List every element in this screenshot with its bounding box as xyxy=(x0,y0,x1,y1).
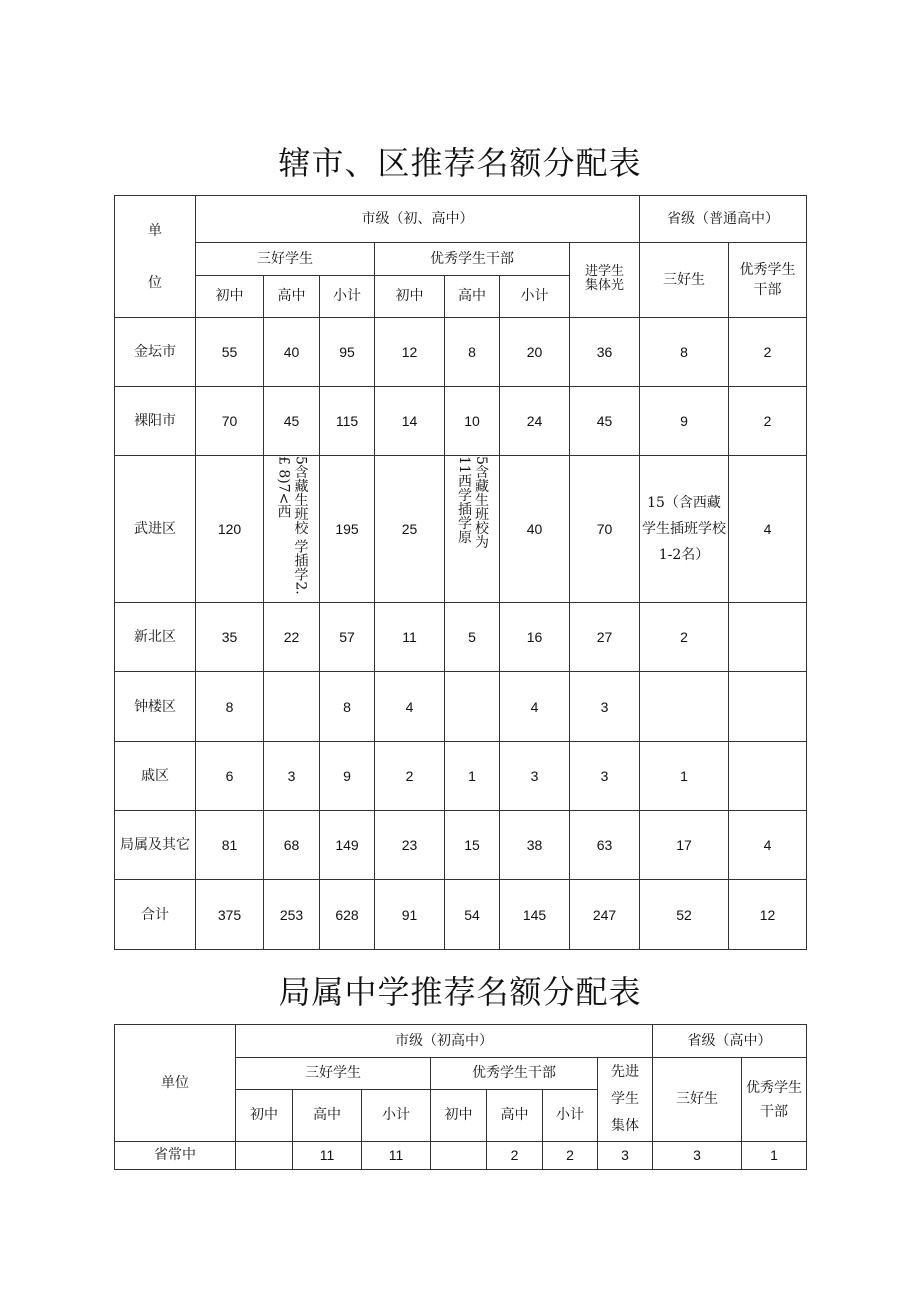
senior-header: 高中 xyxy=(293,1090,362,1142)
value-cell: 95 xyxy=(320,318,375,387)
senior-header: 高中 xyxy=(487,1090,543,1142)
value-cell: 8 xyxy=(640,318,729,387)
province-level-header: 省级（高中） xyxy=(653,1025,807,1058)
subtotal-header: 小计 xyxy=(500,276,570,318)
excellent-cadre-header: 优秀学生干部 xyxy=(375,243,570,276)
value-cell: 195 xyxy=(320,456,375,603)
unit-header-cell xyxy=(115,196,196,318)
value-cell: 3 xyxy=(264,742,320,811)
value-cell: 9 xyxy=(320,742,375,811)
value-cell: 40 xyxy=(500,456,570,603)
value-cell: 8 xyxy=(320,672,375,742)
value-cell: 1 xyxy=(640,742,729,811)
value-cell: 35 xyxy=(196,603,264,672)
value-cell: 11 xyxy=(362,1142,431,1170)
value-cell: 2 xyxy=(729,318,807,387)
table-row xyxy=(115,318,807,387)
value-cell: 149 xyxy=(320,811,375,880)
advanced-collective-header: 进学生集体光 xyxy=(570,243,640,318)
value-cell: 120 xyxy=(196,456,264,603)
value-cell: 8 xyxy=(196,672,264,742)
value-cell: 20 xyxy=(500,318,570,387)
city-level-header: 市级（初、高中） xyxy=(196,196,640,243)
junior-header: 初中 xyxy=(196,276,264,318)
value-cell: 115 xyxy=(320,387,375,456)
value-cell: 5 xyxy=(445,603,500,672)
subtotal-header: 小计 xyxy=(543,1090,598,1142)
value-cell: 375 xyxy=(196,880,264,950)
value-cell: 1 xyxy=(742,1142,807,1170)
value-cell: 2 xyxy=(729,387,807,456)
unit-cell: 合计 xyxy=(115,880,196,950)
value-cell: 2 xyxy=(375,742,445,811)
value-cell: 63 xyxy=(570,811,640,880)
value-cell: 4 xyxy=(375,672,445,742)
value-cell: 3 xyxy=(598,1142,653,1170)
value-cell: 3 xyxy=(500,742,570,811)
table-row xyxy=(115,456,807,603)
unit-cell: 武进区 xyxy=(115,456,196,603)
value-cell: 10 xyxy=(445,387,500,456)
value-cell: 8 xyxy=(445,318,500,387)
value-cell: 81 xyxy=(196,811,264,880)
province-level-header: 省级（普通高中） xyxy=(640,196,807,243)
value-cell xyxy=(236,1142,293,1170)
value-cell: 2 xyxy=(543,1142,598,1170)
bureau-school-quota-table xyxy=(114,1024,807,1170)
prov-merit-header: 三好生 xyxy=(653,1058,742,1142)
value-cell: 70 xyxy=(570,456,640,603)
value-cell: 45 xyxy=(570,387,640,456)
unit-header-top: 单 xyxy=(148,222,162,239)
value-cell: 23 xyxy=(375,811,445,880)
value-cell: 55 xyxy=(196,318,264,387)
value-cell: 68 xyxy=(264,811,320,880)
value-cell: 91 xyxy=(375,880,445,950)
unit-cell: 省常中 xyxy=(115,1142,236,1170)
value-cell xyxy=(264,672,320,742)
value-cell: 6 xyxy=(196,742,264,811)
senior-header: 高中 xyxy=(264,276,320,318)
table-row-total xyxy=(115,880,807,950)
value-cell: 15 xyxy=(445,811,500,880)
value-cell xyxy=(729,603,807,672)
value-cell: 2 xyxy=(640,603,729,672)
value-cell: 9 xyxy=(640,387,729,456)
table-row xyxy=(115,387,807,456)
unit-cell: 裸阳市 xyxy=(115,387,196,456)
prov-cadre-header: 优秀学生干部 xyxy=(729,243,807,318)
value-cell: 3 xyxy=(570,742,640,811)
table1-title: 辖市、区推荐名额分配表 xyxy=(278,144,642,182)
value-cell: 24 xyxy=(500,387,570,456)
subtotal-header: 小计 xyxy=(362,1090,431,1142)
value-cell: 57 xyxy=(320,603,375,672)
value-cell-note: 5含藏生班校 学插学2.£ 8)7<西 xyxy=(264,456,320,603)
city-level-header: 市级（初高中） xyxy=(236,1025,653,1058)
subtotal-header: 小计 xyxy=(320,276,375,318)
unit-cell: 钟楼区 xyxy=(115,672,196,742)
value-cell: 70 xyxy=(196,387,264,456)
value-cell: 11 xyxy=(293,1142,362,1170)
value-cell: 3 xyxy=(653,1142,742,1170)
value-cell: 247 xyxy=(570,880,640,950)
value-cell: 17 xyxy=(640,811,729,880)
advanced-collective-header: 先进学生集体 xyxy=(598,1058,653,1142)
excellent-cadre-header: 优秀学生干部 xyxy=(431,1058,598,1090)
value-cell: 145 xyxy=(500,880,570,950)
value-cell xyxy=(729,672,807,742)
junior-header: 初中 xyxy=(375,276,445,318)
table-row xyxy=(115,811,807,880)
value-cell xyxy=(729,742,807,811)
unit-header-bottom: 位 xyxy=(148,274,162,291)
value-cell: 12 xyxy=(375,318,445,387)
table-row xyxy=(115,672,807,742)
value-cell xyxy=(445,672,500,742)
value-cell: 38 xyxy=(500,811,570,880)
unit-header-cell: 单位 xyxy=(115,1025,236,1142)
value-cell: 36 xyxy=(570,318,640,387)
prov-merit-header: 三好生 xyxy=(640,243,729,318)
value-cell-note: 15（含西藏学生插班学校1-2名） xyxy=(640,456,729,603)
senior-header: 高中 xyxy=(445,276,500,318)
prov-cadre-header: 优秀学生干部 xyxy=(742,1058,807,1142)
value-cell: 3 xyxy=(570,672,640,742)
value-cell xyxy=(431,1142,487,1170)
value-cell: 40 xyxy=(264,318,320,387)
table-row xyxy=(115,742,807,811)
value-cell: 12 xyxy=(729,880,807,950)
value-cell: 253 xyxy=(264,880,320,950)
value-cell: 4 xyxy=(729,456,807,603)
value-cell: 16 xyxy=(500,603,570,672)
value-cell: 11 xyxy=(375,603,445,672)
value-cell: 2 xyxy=(487,1142,543,1170)
merit-student-header: 三好学生 xyxy=(236,1058,431,1090)
value-cell: 25 xyxy=(375,456,445,603)
value-cell: 628 xyxy=(320,880,375,950)
merit-student-header: 三好学生 xyxy=(196,243,375,276)
unit-cell: 戚区 xyxy=(115,742,196,811)
value-cell xyxy=(640,672,729,742)
value-cell: 4 xyxy=(500,672,570,742)
value-cell: 52 xyxy=(640,880,729,950)
junior-header: 初中 xyxy=(236,1090,293,1142)
district-quota-table xyxy=(114,195,807,950)
table-row xyxy=(115,1142,807,1170)
value-cell: 22 xyxy=(264,603,320,672)
unit-cell: 金坛市 xyxy=(115,318,196,387)
table2-title: 局属中学推荐名额分配表 xyxy=(278,973,642,1011)
value-cell: 54 xyxy=(445,880,500,950)
table-row xyxy=(115,603,807,672)
value-cell-note: 5含藏生班校为 11西学插学原 xyxy=(445,456,500,603)
unit-cell: 局属及其它 xyxy=(115,811,196,880)
value-cell: 45 xyxy=(264,387,320,456)
junior-header: 初中 xyxy=(431,1090,487,1142)
value-cell: 14 xyxy=(375,387,445,456)
value-cell: 1 xyxy=(445,742,500,811)
value-cell: 27 xyxy=(570,603,640,672)
unit-cell: 新北区 xyxy=(115,603,196,672)
value-cell: 4 xyxy=(729,811,807,880)
